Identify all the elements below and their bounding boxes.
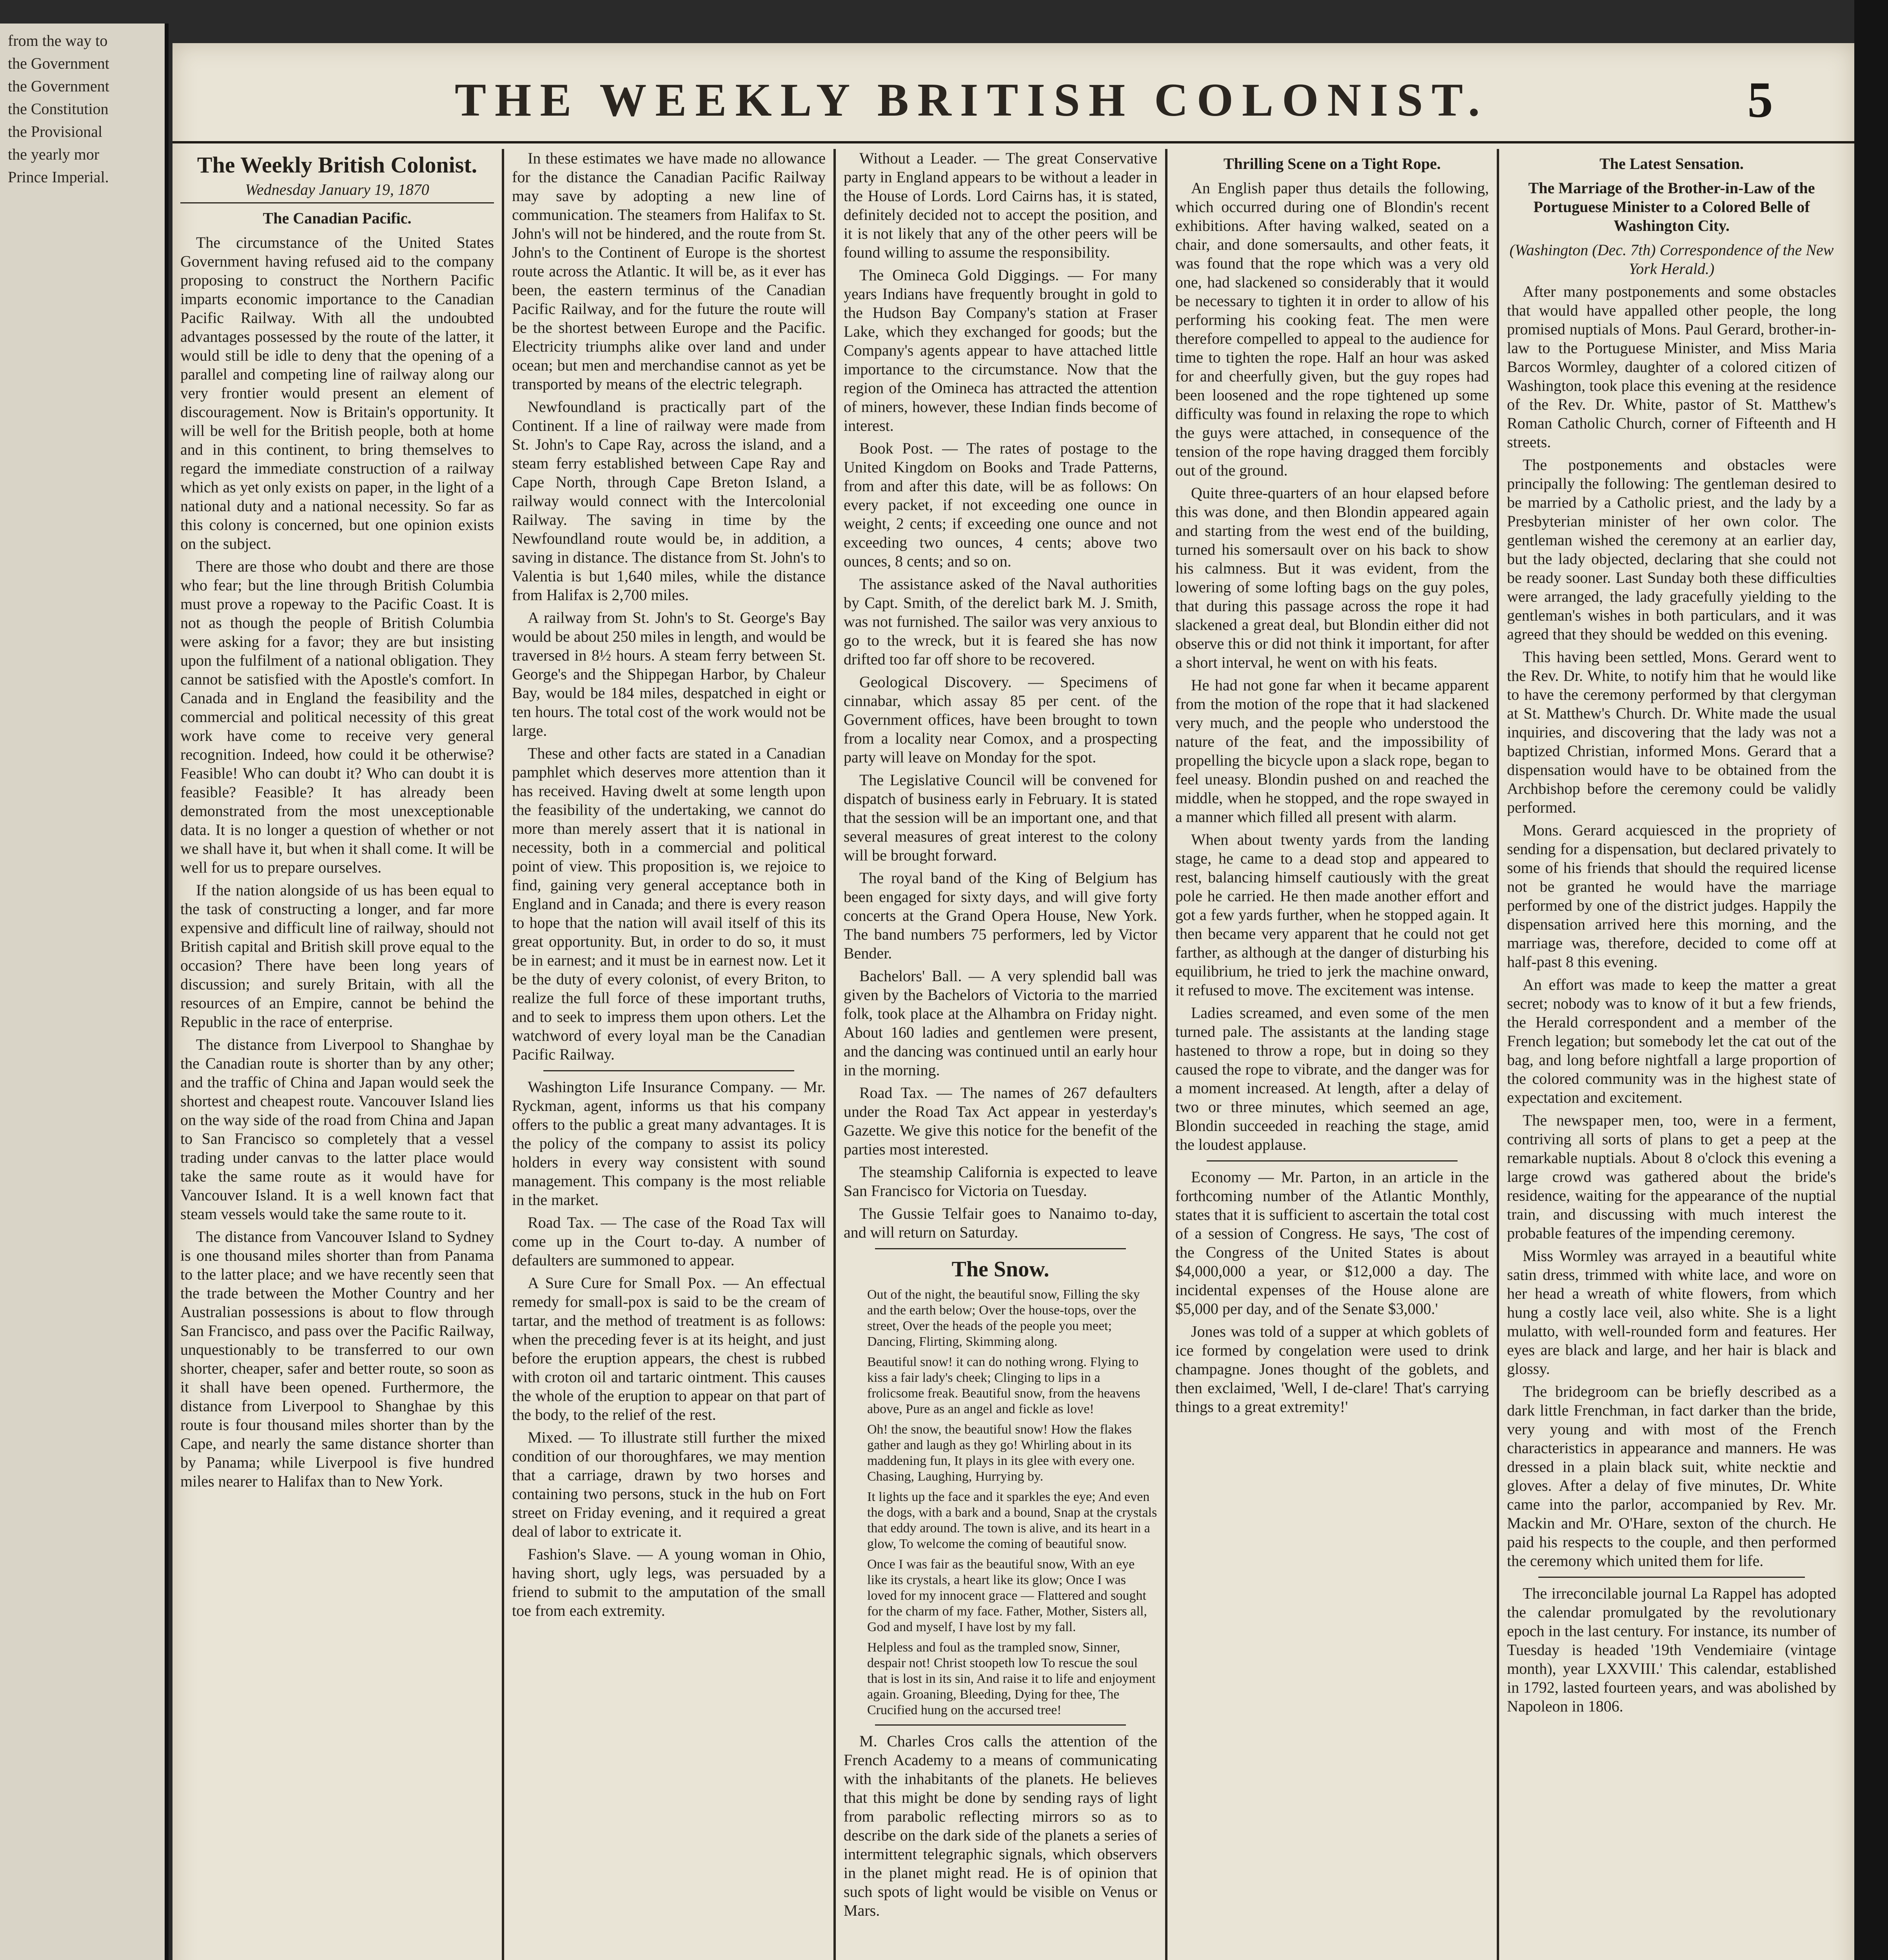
article-paragraph: The newspaper men, too, were in a ferment, contriving all sorts of plans to get a peep at the remarkable nuptials. About 8 o'clock this evening a large crowd was gathered about the bride's residence, waiting for the appearance of the nuptial train, and discussing with much interest the probable features of the impending ceremony. — [1507, 1111, 1836, 1242]
column-rule — [833, 149, 836, 1960]
column-2 — [512, 149, 826, 1960]
column-5 — [1507, 149, 1836, 1960]
column-rule — [1497, 149, 1499, 1960]
column-rule — [1165, 149, 1167, 1960]
news-item: The royal band of the King of Belgium has been engaged for sixty days, and will give forty concerts at the Grand Opera House, New York. The band numbers 75 performers, led by Victor Bender. — [844, 869, 1157, 962]
poem-stanza: Out of the night, the beautiful snow, Filling the sky and the earth below; Over the house-tops, over the street, Over the heads of the people you meet; Dancing, Flirting, Skimming along. — [867, 1287, 1140, 1349]
article-paragraph: Miss Wormley was arrayed in a beautiful white satin dress, trimmed with white lace, and wore on her head a wreath of white flowers, from which hung a costly lace veil, also white. She is a light mulatto, with well-rounded form and features. Her eyes are black and large, and her hair is black and glossy. — [1507, 1247, 1836, 1377]
poem-stanza: Oh! the snow, the beautiful snow! How the flakes gather and laugh as they go! Whirling about in its maddening fun, It plays in its glee with every one. Chasing, Laughing, Hurrying by. — [867, 1422, 1135, 1484]
strip-fragment: Prince Imperial. — [8, 168, 109, 186]
poem-stanza: Beautiful snow! it can do nothing wrong. Flying to kiss a fair lady's cheek; Clinging to lips in a frolicsome freak. Beautiful snow, from the heavens above, Pure as an angel and fickle as love! — [867, 1355, 1140, 1416]
previous-page-strip — [0, 24, 169, 1960]
news-item: Jones was told of a supper at which goblets of ice formed by congelation were used to drink champagne. Jones thought of the goblets, and then exclaimed, 'Well, I de-clare! That's carrying things to a great extremity!' — [1175, 1323, 1489, 1416]
news-item: Economy — Mr. Parton, in an article in the forthcoming number of the Atlantic Monthly, states that it is sufficient to ascertain the total cost of a session of Congress. He says, 'The cost of the Congress of the United States is about $4,000,000 a year, or $12,000 a day. The incidental expenses of the House alone are $5,000 per day, and of the Senate $3,000.' — [1175, 1168, 1489, 1318]
strip-fragment: the Provisional — [8, 123, 103, 140]
section-heading: The Latest Sensation. — [1599, 155, 1744, 172]
paper-title: The Weekly British Colonist. — [197, 152, 477, 178]
article-paragraph: The bridegroom can be briefly described as a dark little Frenchman, in fact darker than the bride, very young and with most of the French characteristics in appearance and manners. He was dressed in a plain black suit, white necktie and gloves. After a delay of five minutes, Dr. White came into the parlor, accompanied by Rev. Mr. Mackin and Mr. O'Hare, sexton of the church. He paid his respects to the couple, and then performed the ceremony which united them for life. — [1507, 1383, 1836, 1570]
strip-fragment: the Government — [8, 54, 109, 72]
strip-fragment: the yearly mor — [8, 145, 100, 163]
article-paragraph: In these estimates we have made no allowance for the distance the Canadian Pacific Railway may save by adopting a new line of communication. The steamers from Halifax to St. John's will not be hindered, and the route from St. John's to the Continent of Europe is the shortest route across the Atlantic. It will be, as it ever has been, the eastern terminus of the Canadian Pacific Railway, and for the future the route will be the shortest between Europe and the Pacific. Electricity triumphs alike over land and under ocean; but men and merchandise cannot as yet be transported by means of the electric telegraph. — [512, 149, 826, 393]
news-item: Road Tax. — The case of the Road Tax will come up in the Court to-day. A number of defaulters are summoned to appear. — [512, 1214, 826, 1269]
section-divider — [1207, 1160, 1458, 1161]
article-paragraph: A railway from St. John's to St. George's Bay would be about 250 miles in length, and would be traversed in 8½ hours. A steam ferry between St. George's and the Shippegan Harbor, by Chaleur Bay, would be 184 miles, despatched in eight or ten hours. The total cost of the work would not be large. — [512, 609, 826, 739]
poem-title: The Snow. — [951, 1257, 1049, 1281]
article-subheading: The Marriage of the Brother-in-Law of the Portuguese Minister to a Colored Belle of Washington City. — [1528, 179, 1815, 234]
page-number: 5 — [1747, 72, 1773, 128]
news-item: A Sure Cure for Small Pox. — An effectual remedy for small-pox is said to be the cream of tartar, and the method of treatment is as follows: when the preceding fever is at its height, and just before the eruption appears, the chest is rubbed with croton oil and tartaric ointment. This causes the whole of the eruption to appear on that part of the body, to the relief of the rest. — [512, 1274, 826, 1423]
article-paragraph: This having been settled, Mons. Gerard went to the Rev. Dr. White, to notify him that he would like to have the ceremony performed by that clergyman at St. Matthew's Church. Dr. White made the usual inquiries, and discovering that the lady was not a baptized Christian, informed Mons. Gerard that a dispensation would have to be obtained from the Archbishop before the ceremony could be validly performed. — [1507, 648, 1836, 816]
news-item: Book Post. — The rates of postage to the United Kingdom on Books and Trade Patterns, from and after this date, will be as follows: On every packet, if not exceeding one ounce in weight, 2 cents; if exceeding one ounce and not exceeding two ounces, 4 cents; above two ounces, 8 cents; and so on. — [844, 439, 1157, 570]
poem-stanza: Helpless and foul as the trampled snow, Sinner, despair not! Christ stoopeth low To rescue the soul that is lost in its sin, And raise it to life and enjoyment again. Groaning, Bleeding, Dying for thee, The Crucified hung on the accursed tree! — [867, 1640, 1156, 1717]
news-item: Geological Discovery. — Specimens of cinnabar, which assay 85 per cent. of the Government offices, have been brought to town from a locality near Comox, and a prospecting party will leave on Monday for the spot. — [844, 673, 1157, 766]
article-paragraph: An English paper thus details the following, which occurred during one of Blondin's recent exhibitions. After having walked, seated on a chair, and done somersaults, and other feats, it was found that the rope which was a very old one, had slackened so considerably that it would be necessary to tighten it in order to allow of his performing his cooking feat. The men were therefore compelled to appeal to the audience for time to tighten the rope. Half an hour was asked for and cheerfully given, but the guy ropes had been loosened and the rope tightened up some difficulty was found in relaxing the rope to which the guys were attached, in consequence of the tension of the rope having dragged them forcibly out of the ground. — [1175, 179, 1489, 479]
news-item: The Legislative Council will be convened for dispatch of business early in February. It is stated that the session will be an important one, and that several measures of great interest to the colony will be brought forward. — [844, 771, 1157, 864]
article-paragraph: If the nation alongside of us has been equal to the task of constructing a longer, and far more expensive and difficult line of railway, should not British capital and British skill prove equal to the occasion? There have been long years of discussion; and surely Britain, with all the resources of an Empire, cannot be behind the Republic in the race of enterprise. — [180, 881, 494, 1031]
news-item: Fashion's Slave. — A young woman in Ohio, having short, ugly legs, was persuaded by a friend to submit to the amputation of the small toe from each extremity. — [512, 1545, 826, 1619]
article-paragraph: An effort was made to keep the matter a great secret; nobody was to know of it but a few friends, the Herald correspondent and a member of the French legation; but somebody let the cat out of the bag, and long before nightfall a large proportion of the colored community was in the highest state of expectation and excitement. — [1507, 976, 1836, 1106]
article-paragraph: The circumstance of the United States Government having refused aid to the company proposing to construct the Northern Pacific imparts economic importance to the Canadian Pacific Railway. With all the undoubted advantages possessed by the route of the latter, it would still be idle to deny that the opening of a parallel and competing line of railway along our very frontier would present an element of discouragement. Now is Britain's opportunity. It will be well for the British people, both at home and in this continent, to bring themselves to regard the immediate construction of a railway which as yet only exists on paper, in the light of a national duty and a national necessity. So far as this colony is concerned, but one opinion exists on the subject. — [180, 234, 494, 552]
issue-date: Wednesday January 19, 1870 — [180, 180, 494, 203]
article-paragraph: Mons. Gerard acquiesced in the propriety of sending for a dispensation, but declared privately to some of his friends that should the required license not be granted he would have the marriage performed by one of the district judges. Happily the dispensation arrived here this morning, and the marriage was, therefore, decided to come off at half-past 8 this evening. — [1507, 821, 1836, 971]
masthead-title: THE WEEKLY BRITISH COLONIST. — [455, 74, 1489, 126]
article-paragraph: The postponements and obstacles were principally the following: The gentleman desired to be married by a Catholic priest, and the lady by a Presbyterian minister of her own color. The gentleman wished the ceremony at an earlier day, but the lady objected, declaring that she could not be ready sooner. Last Sunday both these difficulties were arranged, the lady gracefully yielding to the gentleman's wishes in both particulars, and it was agreed that they should be wedded on this evening. — [1507, 456, 1836, 643]
previous-page-text — [8, 31, 157, 191]
article-paragraph: The distance from Vancouver Island to Sydney is one thousand miles shorter than from Panama to the latter place; and we have recently seen that the trade between the Mother Country and her Australian possessions is about to flow through San Francisco, and pass over the Pacific Railway, unquestionably to be transferred to our own shorter, cheaper, safer and better route, so soon as it shall have been opened. Furthermore, the distance from Liverpool to Shanghae by this route is four thousand miles shorter than by the Cape, and nearly the same distance shorter than by Panama; while Liverpool is five hundred miles nearer to Halifax than to New York. — [180, 1228, 494, 1490]
news-item: Mixed. — To illustrate still further the mixed condition of our thoroughfares, we may mention that a carriage, drawn by two horses and containing two persons, stuck in the hub on Fort street on Friday evening, and it required a great deal of labor to extricate it. — [512, 1428, 826, 1540]
article-paragraph: Ladies screamed, and even some of the men turned pale. The assistants at the landing stage hastened to throw a rope, but in doing so they caused the rope to vibrate, and the danger was for a moment increased. At length, after a delay of two or three minutes, which seemed an age, Blondin succeeded in reaching the stage, amid the loudest applause. — [1175, 1004, 1489, 1153]
news-item: The Omineca Gold Diggings. — For many years Indians have frequently brought in gold to the Hudson Bay Company's station at Fraser Lake, which they exchanged for goods; but the Company's agents appear to have attached little importance to the circumstance. Now that the region of the Omineca has attracted the attention of miners, however, these Indian finds become of interest. — [844, 266, 1157, 434]
strip-fragment: from the way to — [8, 32, 108, 49]
poem-stanza: Once I was fair as the beautiful snow, With an eye like its crystals, a heart like its glow; Once I was loved for my innocent grace — Flattered and sought for the charm of my face. Father, Mother, Sisters all, God and myself, I have lost by my fall. — [867, 1557, 1147, 1634]
news-item: The assistance asked of the Naval authorities by Capt. Smith, of the derelict bark M. J. Smith, was not furnished. The sailor was very anxious to go to the wreck, but it is feared she has now drifted too far off shore to be recovered. — [844, 575, 1157, 668]
news-item: Washington Life Insurance Company. — Mr. Ryckman, agent, informs us that his company offers to the public a great many advantages. It is the policy of the company to assist its policy holders in every way consistent with sound management. This company is the most reliable in the market. — [512, 1078, 826, 1209]
column-4 — [1175, 149, 1489, 1960]
news-item: The irreconcilable journal La Rappel has adopted the calendar promulgated by the revolutionary epoch in the last century. For instance, its number of Tuesday is headed '19th Vendemiaire (vintage month), year LXXVIII.' This calendar, established in 1792, lasted fourteen years, and was abolished by Napoleon in 1806. — [1507, 1584, 1836, 1715]
article-paragraph: Quite three-quarters of an hour elapsed before this was done, and then Blondin appeared again and starting from the west end of the building, turned his somersault over on his back to show his calmness. But it was evident, from the lowering of some lofting bags on the guy poles, that during this passage across the rope it had slackened a great deal, but Blondin either did not observe this or did not think it important, for after a short interval, he went on with his feats. — [1175, 484, 1489, 671]
article-heading: Thrilling Scene on a Tight Rope. — [1223, 155, 1441, 172]
column-rule — [502, 149, 504, 1960]
news-item: The Gussie Telfair goes to Nanaimo to-day, and will return on Saturday. — [844, 1205, 1157, 1241]
article-paragraph: When about twenty yards from the landing stage, he came to a dead stop and appeared to rest, balancing himself cautiously with the great pole he carried. He then made another effort and got a few yards further, when he stopped again. It then became very apparent that he could not get farther, as although at the danger of disturbing his equilibrium, he tried to jerk the machine onward, it refused to move. The excitement was intense. — [1175, 831, 1489, 999]
columns-area — [180, 149, 1846, 1960]
section-divider — [1538, 1577, 1805, 1578]
article-paragraph: The distance from Liverpool to Shanghae by the Canadian route is shorter than by any other; and the traffic of China and Japan would seek the shortest and cheapest route. Vancouver Island lies on the way side of the road from China and Japan to San Francisco so completely that a vessel trading under canvas to the latter place would take the same route as it would have for Vancouver Island. It is a well known fact that steam vessels would take the same route to it. — [180, 1036, 494, 1223]
section-divider — [543, 1070, 794, 1071]
strip-fragment: the Constitution — [8, 100, 109, 118]
news-item: M. Charles Cros calls the attention of the French Academy to a means of communicating with the inhabitants of the planets. He believes that this might be done by sending rays of light from parabolic reflecting mirrors so as to describe on the dark side of the planets a series of intermittent telegraphic signals, which observers in the planet might read. He is of opinion that such spots of light would be visible on Venus or Mars. — [844, 1732, 1157, 1919]
section-divider — [875, 1248, 1126, 1249]
news-item: Without a Leader. — The great Conservative party in England appears to be without a leader in the House of Lords. Lord Cairns has, it is stated, definitely decided not to accept the position, and it is not likely that any of the other peers will be found willing to assume the responsibility. — [844, 149, 1157, 261]
column-3 — [844, 149, 1157, 1960]
article-paragraph: After many postponements and some obstacles that would have appalled other people, the long promised nuptials of Mons. Paul Gerard, brother-in-law to the Portuguese Minister, and Miss Maria Barcos Wormley, daughter of a colored citizen of Washington, took place this evening at the residence of the Rev. Dr. White, pastor of St. Matthew's Roman Catholic Church, corner of Fifteenth and H streets. — [1507, 283, 1836, 451]
article-paragraph: Newfoundland is practically part of the Continent. If a line of railway were made from St. John's to Cape Ray, across the island, and a steam ferry established between Cape Ray and Cape North, through Cape Breton Island, a railway would connect with the Intercolonial Railway. The saving in time by the Newfoundland route would be, in addition, a saving in distance. The distance from St. John's to Valentia is but 1,640 miles, while the distance from Halifax is 2,700 miles. — [512, 398, 826, 604]
article-paragraph: He had not gone far when it became apparent from the motion of the rope that it had slackened very much, and the people who understood the nature of the feat, and the impossibility of propelling the bicycle upon a slack rope, began to feel uneasy. Blondin pushed on and reached the middle, when he stopped, and the rope swayed in a manner which filled all present with alarm. — [1175, 676, 1489, 826]
masthead — [172, 51, 1854, 143]
strip-fragment: the Government — [8, 77, 109, 95]
dateline: (Washington (Dec. 7th) Correspondence of the New York Herald.) — [1509, 241, 1834, 278]
article-paragraph: These and other facts are stated in a Canadian pamphlet which deserves more attention than it has received. Having dwelt at some length upon the feasibility of the undertaking, we cannot do more than merely assert that it is national in necessity, both in a commercial and political point of view. This proposition is, we rejoice to find, gaining very general acceptance both in England and in Canada; and there is every reason to hope that the nation will avail itself of this its great opportunity. But, in order to do so, it must be in earnest; and it must be in earnest now. Let it be the duty of every colonist, of every Briton, to realize the full force of these important truths, and to seek to impress them upon others. Let the watchword of every loyal man be the Canadian Pacific Railway. — [512, 744, 826, 1063]
newspaper-page — [172, 43, 1854, 1960]
scan-edge — [1854, 0, 1888, 1960]
article-heading: The Canadian Pacific. — [263, 209, 412, 227]
news-item: The steamship California is expected to leave San Francisco for Victoria on Tuesday. — [844, 1163, 1157, 1200]
poem-stanza: It lights up the face and it sparkles the eye; And even the dogs, with a bark and a bound, Snap at the crystals that eddy around. The town is alive, and its heart in a glow, To welcome the coming of beautiful snow. — [867, 1490, 1157, 1551]
news-item: Road Tax. — The names of 267 defaulters under the Road Tax Act appear in yesterday's Gazette. We give this notice for the benefit of the parties most interested. — [844, 1084, 1157, 1158]
section-divider — [875, 1724, 1126, 1726]
article-paragraph: There are those who doubt and there are those who fear; but the line through British Columbia must prove a ropeway to the Pacific Coast. It is not as though the people of British Columbia were asking for a favor; they are but insisting upon the fulfilment of a national obligation. They cannot be satisfied with the Apostle's comfort. In Canada and in England the feasibility and the commercial and political necessity of this great work have come to receive very general recognition. Indeed, how could it be otherwise? Feasible! Who can doubt it? Who can doubt it is feasible? Feasible? It has already been demonstrated from the most unexceptionable data. It is no longer a question of whether or not we shall have it, but when it shall come. It will be well for us to prepare ourselves. — [180, 557, 494, 876]
column-1 — [180, 149, 494, 1960]
news-item: Bachelors' Ball. — A very splendid ball was given by the Bachelors of Victoria to the married folk, took place at the Alhambra on Friday night. About 160 ladies and gentlemen were present, and the dancing was continued until an early hour in the morning. — [844, 967, 1157, 1079]
